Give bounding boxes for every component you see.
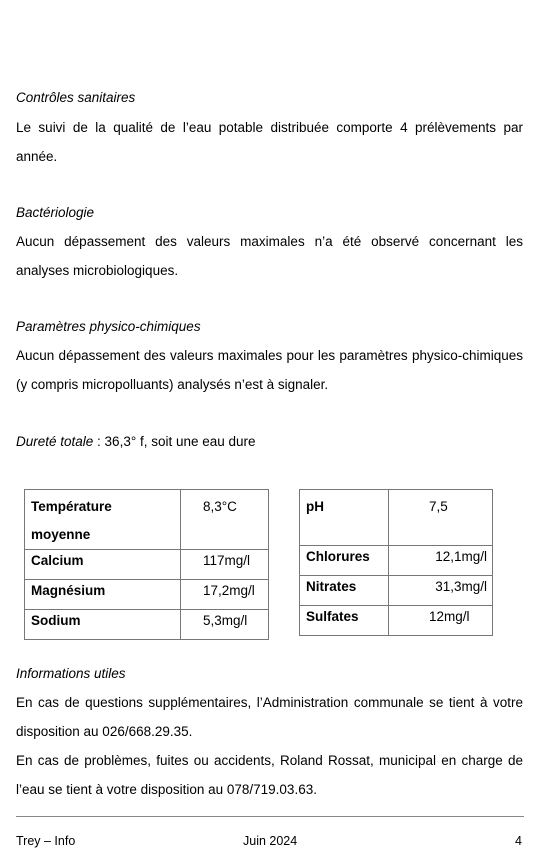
table-cell-label: Température moyenne: [25, 490, 181, 550]
heading-informations-utiles: Informations utiles: [16, 666, 126, 681]
table-row: [25, 550, 269, 580]
table-cell-label: Chlorures: [300, 546, 389, 576]
table-cell-label: Sodium: [25, 610, 181, 640]
paragraph-infos-2: En cas de problèmes, fuites ou accidents, Roland Rossat, municipal en charge de l’eau se tient à votre disposition au 078/719.03.63.: [16, 753, 523, 797]
table-cell-value: 31,3mg/l: [389, 576, 493, 606]
table-cell-label: Nitrates: [300, 576, 389, 606]
table-cell-value: 12mg/l: [389, 606, 493, 636]
table-cell-value: 5,3mg/l: [181, 610, 269, 640]
heading-bacteriologie: Bactériologie: [16, 205, 95, 220]
footer-publication: Trey – Info: [16, 834, 76, 848]
durete-line: [16, 427, 523, 456]
table-row: [25, 490, 269, 550]
footer-divider: [16, 816, 524, 817]
table-cell-value: 17,2mg/l: [181, 580, 269, 610]
table-row: [25, 610, 269, 640]
table-row: [300, 490, 493, 546]
table-cell-value: 117mg/l: [181, 550, 269, 580]
table-cell-label: pH: [300, 490, 389, 546]
table-left: [24, 489, 269, 640]
table-row: [300, 576, 493, 606]
paragraph-controles: Le suivi de la qualité de l’eau potable distribuée comporte 4 prélèvements par année.: [16, 120, 523, 164]
paragraph-infos-1: En cas de questions supplémentaires, l’Administration communale se tient à votre disposition au 026/668.29.35.: [16, 695, 523, 739]
table-row: [300, 606, 493, 636]
table-cell-label: Sulfates: [300, 606, 389, 636]
table-right: [299, 489, 493, 636]
heading-controles-sanitaires: Contrôles sanitaires: [16, 90, 136, 105]
paragraph-bacteriologie: Aucun dépassement des valeurs maximales n’a été observé concernant les analyses microbiologiques.: [16, 234, 523, 278]
durete-label: Dureté totale: [16, 434, 94, 449]
table-cell-label: Calcium: [25, 550, 181, 580]
table-row: [300, 546, 493, 576]
durete-value: : 36,3° f, soit une eau dure: [93, 434, 256, 449]
table-cell-value: 7,5: [389, 490, 493, 546]
heading-physico-chimiques: Paramètres physico-chimiques: [16, 319, 201, 334]
table-row: [25, 580, 269, 610]
footer-date: Juin 2024: [243, 834, 298, 848]
table-cell-value: 12,1mg/l: [389, 546, 493, 576]
table-cell-value: 8,3°C: [181, 490, 269, 550]
paragraph-physico-chimiques: Aucun dépassement des valeurs maximales pour les paramètres physico-chimiques (y compris micropolluants) analysés n’est à signaler.: [16, 348, 523, 392]
page-number: 4: [515, 834, 522, 848]
table-cell-label: Magnésium: [25, 580, 181, 610]
